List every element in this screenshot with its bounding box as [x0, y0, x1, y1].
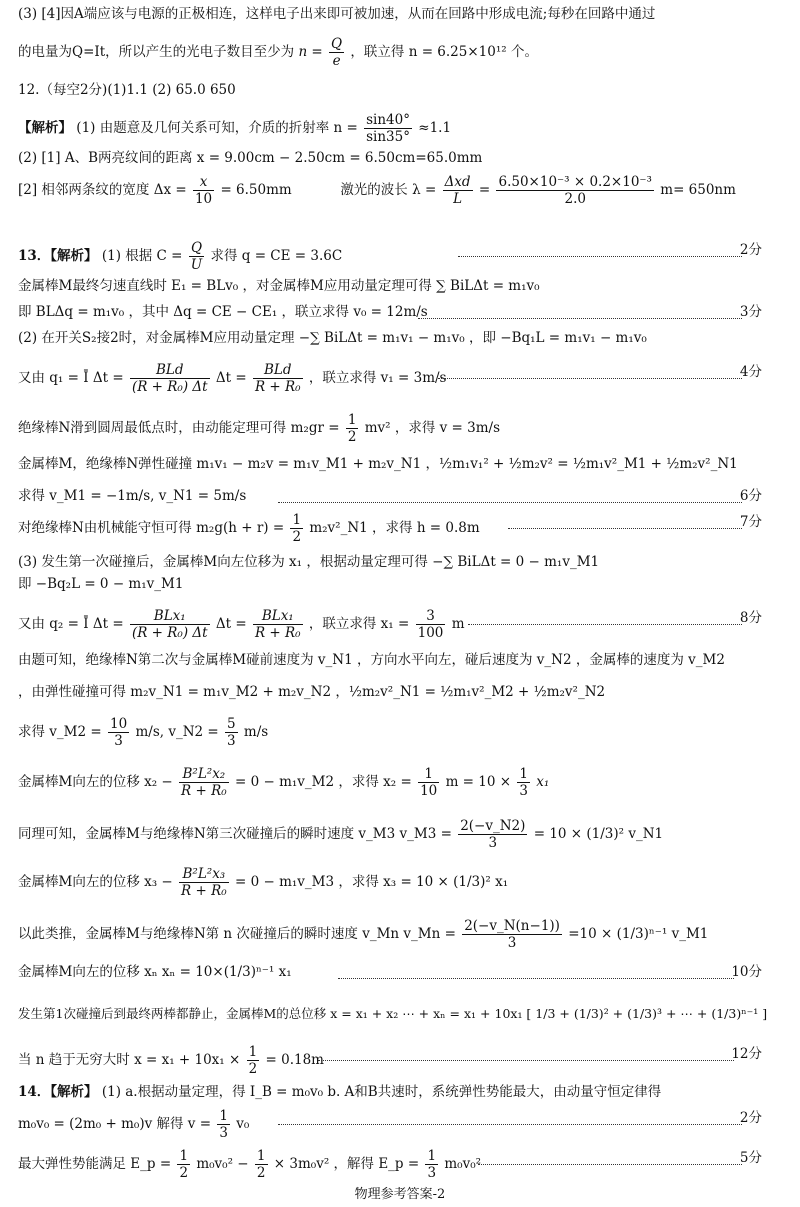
score-mark: 7分 — [739, 514, 762, 530]
line-text: (2) 在开关S₂接2时，对金属棒M应用动量定理 −∑ BiLΔt = m₁v₁ − m₁v₀ ，即 −Bq₁L = m₁v₁ − m₁v₀ — [18, 330, 647, 346]
jiexi-label: 14．【解析】 — [18, 1084, 98, 1100]
numerator: 1 — [347, 412, 357, 428]
denominator: 3 — [114, 733, 123, 749]
numerator: 1 — [292, 512, 302, 528]
line-text: 又由 q₁ = Ī Δt = — [18, 370, 124, 386]
score-mark: 10分 — [731, 964, 762, 980]
text-line — [18, 486, 782, 506]
line-text: m = 10 × — [445, 774, 512, 790]
denominator: 2 — [256, 1165, 266, 1181]
line-text: 金属棒M最终匀速直线时 E₁ = BLv₀ ，对金属棒M应用动量定理可得 ∑ BiLΔt = m₁v₀ — [18, 278, 540, 294]
denominator: (R + R₀) Δt — [131, 625, 208, 641]
numerator: 1 — [427, 1148, 437, 1164]
fraction — [247, 1044, 260, 1077]
line-text: 最大弹性势能满足 E_p = — [18, 1156, 172, 1172]
fraction — [130, 608, 210, 641]
fraction — [179, 766, 229, 799]
dotted-leader — [478, 1164, 742, 1165]
denominator: R + R₀ — [181, 883, 227, 899]
text-line — [18, 962, 782, 982]
line-text: 当 n 趋于无穷大时 x = x₁ + 10x₁ × — [18, 1052, 241, 1068]
line-text: 金属棒M，绝缘棒N弹性碰撞 m₁v₁ − m₂v = m₁v_M1 + m₂v_N1 ，½m₁v₁² + ½m₂v² = ½m₁v²_M1 + ½m₂v²_N1 — [18, 456, 738, 472]
line-text: = 0.18m — [265, 1052, 324, 1068]
jiexi-label: 【解析】 — [18, 120, 72, 136]
line-text: = 6.50mm — [220, 182, 292, 198]
denominator: 3 — [427, 1165, 437, 1181]
fraction — [179, 866, 229, 899]
denominator: 2 — [347, 429, 357, 445]
denominator: 2 — [179, 1165, 189, 1181]
line-text: 同理可知，金属棒M与绝缘棒N第三次碰撞后的瞬时速度 v_M3 v_M3 = — [18, 826, 452, 842]
text-line — [18, 1004, 782, 1024]
text-line — [18, 362, 782, 395]
fraction — [364, 112, 412, 145]
page-footer: 物理参考答案-2 — [354, 1187, 446, 1202]
denominator: 10 — [420, 783, 438, 799]
denominator: 100 — [417, 625, 444, 641]
numerator: BLx₁ — [253, 608, 303, 625]
denominator: 3 — [227, 733, 236, 749]
text-line — [18, 650, 782, 670]
text-line — [18, 574, 782, 594]
line-text: = 0 − m₁v_M2 ，求得 x₂ = — [234, 774, 412, 790]
line-text: 求得 v_M2 = — [18, 724, 102, 740]
numerator: Δxd — [444, 174, 471, 190]
line-text: x₁ — [536, 774, 550, 790]
text-line — [18, 818, 782, 851]
line-text: 对绝缘棒N由机械能守恒可得 m₂g(h + r) = — [18, 520, 285, 536]
line-text: (1) 由题意及几何关系可知，介质的折射率 n = — [76, 120, 358, 136]
denominator: U — [190, 257, 203, 273]
fraction — [458, 818, 527, 851]
line-text: 求得 q = CE = 3.6C — [210, 248, 343, 264]
text-line — [18, 4, 782, 24]
denominator: R + R₀ — [254, 379, 301, 395]
denominator: 2 — [248, 1061, 258, 1077]
line-text: (1) a.根据动量定理，得 I_B = m₀v₀ b. A和B共速时，系统弹性势能最大，由动量守恒定律得 — [101, 1084, 662, 1100]
fraction — [346, 412, 359, 445]
fraction — [217, 1108, 230, 1141]
numerator: 2(−v_N2) — [460, 818, 526, 834]
text-line — [18, 276, 782, 296]
line-text: 即 BLΔq = m₁v₀ ，其中 Δq = CE − CE₁ ，联立求得 v₀ = 12m/s — [18, 304, 428, 320]
text-line — [18, 1082, 782, 1102]
line-text: (3) 发生第一次碰撞后，金属棒M向左位移为 x₁ ，根据动量定理可得 −∑ BiLΔt = 0 − m₁v_M1 — [18, 554, 600, 570]
numerator: B²L²x₂ — [179, 766, 229, 783]
line-text: × 3m₀v² ，解得 E_p = — [273, 1156, 420, 1172]
score-mark: 4分 — [739, 364, 762, 380]
line-text: = 0 − m₁v_M3 ，求得 x₃ = 10 × (1/3)² x₁ — [234, 874, 509, 890]
text-line — [18, 1148, 782, 1181]
dotted-leader — [458, 256, 742, 257]
fraction — [443, 174, 473, 207]
numerator: 3 — [416, 608, 446, 625]
line-text: 金属棒M向左的位移 x₂ − — [18, 774, 173, 790]
denominator: e — [332, 53, 341, 69]
numerator: Q — [331, 36, 343, 52]
numerator: 1 — [179, 1148, 189, 1164]
line-text: = 10 × (1/3)² v_N1 — [533, 826, 664, 842]
text-line — [18, 328, 782, 348]
numerator: 5 — [227, 716, 236, 732]
score-mark: 3分 — [739, 304, 762, 320]
line-text: 发生第1次碰撞后到最终两棒都静止，金属棒M的总位移 x = x₁ + x₂ ⋯ + xₙ = x₁ + 10x₁ [ 1/3 + (1/3)² + (1/3)³ + ⋯ + (1/3)ⁿ⁻¹ ] — [18, 1006, 768, 1021]
fraction — [425, 1148, 438, 1181]
fraction — [517, 766, 530, 799]
numerator: 2(−v_N(n−1)) — [464, 918, 560, 934]
numerator: 1 — [519, 766, 528, 782]
dotted-leader — [508, 528, 742, 529]
fraction — [253, 362, 303, 395]
line-text: m/s — [243, 724, 269, 740]
line-text: (2) [1] A、B两亮纹间的距离 x = 9.00cm − 2.50cm = 6.50cm=65.0mm — [18, 150, 483, 166]
fraction — [329, 36, 344, 69]
line-text: Δt = — [215, 616, 247, 632]
text-line — [18, 148, 782, 168]
line-text: v₀ — [236, 1116, 250, 1132]
line-text: = — [478, 182, 491, 198]
fraction — [255, 1148, 268, 1181]
numerator: 6.50×10⁻³ × 0.2×10⁻³ — [498, 174, 652, 190]
line-text: (1) 根据 C = — [101, 248, 183, 264]
dotted-leader — [278, 1124, 742, 1125]
fraction — [189, 240, 204, 273]
text-line — [18, 918, 782, 951]
line-text: 求得 v_M1 = −1m/s, v_N1 = 5m/s — [18, 488, 247, 504]
line-text: 由题可知，绝缘棒N第二次与金属棒M碰前速度为 v_N1 ，方向水平向左，碰后速度为 v_N2 ，金属棒的速度为 v_M2 — [18, 652, 725, 668]
line-text: ，联立得 n = 6.25×10¹² 个。 — [350, 44, 538, 60]
line-text: [2] 相邻两条纹的宽度 Δx = — [18, 182, 187, 198]
text-line — [18, 112, 782, 145]
denominator: (R + R₀) Δt — [131, 379, 208, 395]
dotted-leader — [418, 318, 742, 319]
denominator: 3 — [507, 935, 517, 951]
text-line — [18, 552, 782, 572]
text-line — [18, 866, 782, 899]
text-line — [18, 302, 782, 322]
line-text: (3) [4]因A端应该与电源的正极相连，这样电子出来即可被加速，从而在回路中形成电流;每秒在回路中通过 — [18, 6, 656, 22]
numerator: B²L²x₃ — [179, 866, 229, 883]
math: n = — [298, 44, 323, 60]
fraction — [253, 608, 303, 641]
text-line — [18, 36, 782, 69]
line-text: m₀v₀² — [444, 1156, 482, 1172]
denominator: 10 — [194, 191, 213, 207]
score-mark: 2分 — [739, 242, 762, 258]
text-line — [18, 1044, 782, 1077]
denominator: 2 — [292, 529, 302, 545]
fraction — [130, 362, 210, 395]
text-line — [18, 512, 782, 545]
denominator: 3 — [519, 783, 528, 799]
text-line — [18, 1108, 782, 1141]
numerator: Q — [189, 240, 204, 257]
line-text: 以此类推，金属棒M与绝缘棒N第 n 次碰撞后的瞬时速度 v_Mn v_Mn = — [18, 926, 456, 942]
numerator: BLd — [130, 362, 210, 379]
jiexi-label: 13．【解析】 — [18, 248, 98, 264]
line-text: 金属棒M向左的位移 x₃ − — [18, 874, 173, 890]
score-mark: 8分 — [739, 610, 762, 626]
line-text: 金属棒M向左的位移 xₙ xₙ = 10×(1/3)ⁿ⁻¹ x₁ — [18, 964, 292, 980]
denominator: 3 — [488, 835, 498, 851]
denominator: R + R₀ — [181, 783, 227, 799]
numerator: 1 — [219, 1108, 228, 1124]
line-text: 又由 q₂ = Ī Δt = — [18, 616, 124, 632]
score-mark: 5分 — [739, 1150, 762, 1166]
score-mark: 12分 — [731, 1046, 762, 1062]
score-mark: 2分 — [739, 1110, 762, 1126]
line-text: ，由弹性碰撞可得 m₂v_N1 = m₁v_M2 + m₂v_N2 ，½m₂v²_N1 = ½m₁v²_M2 + ½m₂v²_N2 — [18, 684, 606, 700]
line-text: ，联立求得 v₁ = 3m/s — [308, 370, 447, 386]
dotted-leader — [338, 978, 734, 979]
line-text: m= 650nm — [660, 182, 736, 198]
text-line — [18, 454, 782, 474]
line-text: m — [451, 616, 465, 632]
line-text: m₀v₀ = (2m₀ + m₀)v 解得 v = — [18, 1116, 212, 1132]
numerator: x — [193, 174, 214, 191]
numerator: sin40° — [366, 112, 410, 128]
line-text: 激光的波长 λ = — [340, 182, 437, 198]
denominator: 3 — [219, 1125, 228, 1141]
denominator: 2.0 — [564, 191, 586, 207]
line-text: m/s, v_N2 = — [135, 724, 219, 740]
denominator: L — [453, 191, 463, 207]
dotted-leader — [318, 1060, 734, 1061]
line-text: 12.（每空2分)(1)1.1 (2) 65.0 650 — [18, 82, 236, 98]
denominator: R + R₀ — [254, 625, 301, 641]
line-text: m₀v₀² − — [196, 1156, 249, 1172]
line-text: 绝缘棒N滑到圆周最低点时，由动能定理可得 m₂gr = — [18, 420, 340, 436]
line-text: =10 × (1/3)ⁿ⁻¹ v_M1 — [568, 926, 709, 942]
numerator: 1 — [256, 1148, 266, 1164]
line-text: 即 −Bq₂L = 0 − m₁v_M1 — [18, 576, 184, 592]
text-line — [18, 716, 782, 749]
denominator: sin35° — [366, 129, 410, 145]
fraction — [496, 174, 653, 207]
numerator: 10 — [109, 716, 128, 732]
text-line — [18, 766, 782, 799]
dotted-leader — [468, 624, 742, 625]
line-text: 的电量为Q=It，所以产生的光电子数目至少为 — [18, 44, 295, 60]
fraction — [193, 174, 214, 207]
text-line — [18, 682, 782, 702]
fraction — [177, 1148, 190, 1181]
score-mark: 6分 — [739, 488, 762, 504]
numerator: 1 — [248, 1044, 258, 1060]
fraction — [416, 608, 446, 641]
line-text: mv² ，求得 v = 3m/s — [364, 420, 501, 436]
numerator: BLx₁ — [130, 608, 210, 625]
dotted-leader — [278, 502, 742, 503]
fraction — [290, 512, 303, 545]
fraction — [418, 766, 439, 799]
line-text: ，联立求得 x₁ = — [308, 616, 410, 632]
text-line — [18, 80, 782, 100]
text-line — [18, 608, 782, 641]
dotted-leader — [438, 378, 742, 379]
fraction — [108, 716, 129, 749]
text-line — [18, 174, 782, 207]
numerator: BLd — [253, 362, 303, 379]
line-text: ≈1.1 — [418, 120, 452, 136]
numerator: 1 — [418, 766, 439, 783]
line-text: Δt = — [215, 370, 247, 386]
fraction — [225, 716, 238, 749]
text-line — [18, 412, 782, 445]
fraction — [462, 918, 562, 951]
text-line — [18, 240, 782, 273]
line-text: m₂v²_N1 ，求得 h = 0.8m — [309, 520, 480, 536]
